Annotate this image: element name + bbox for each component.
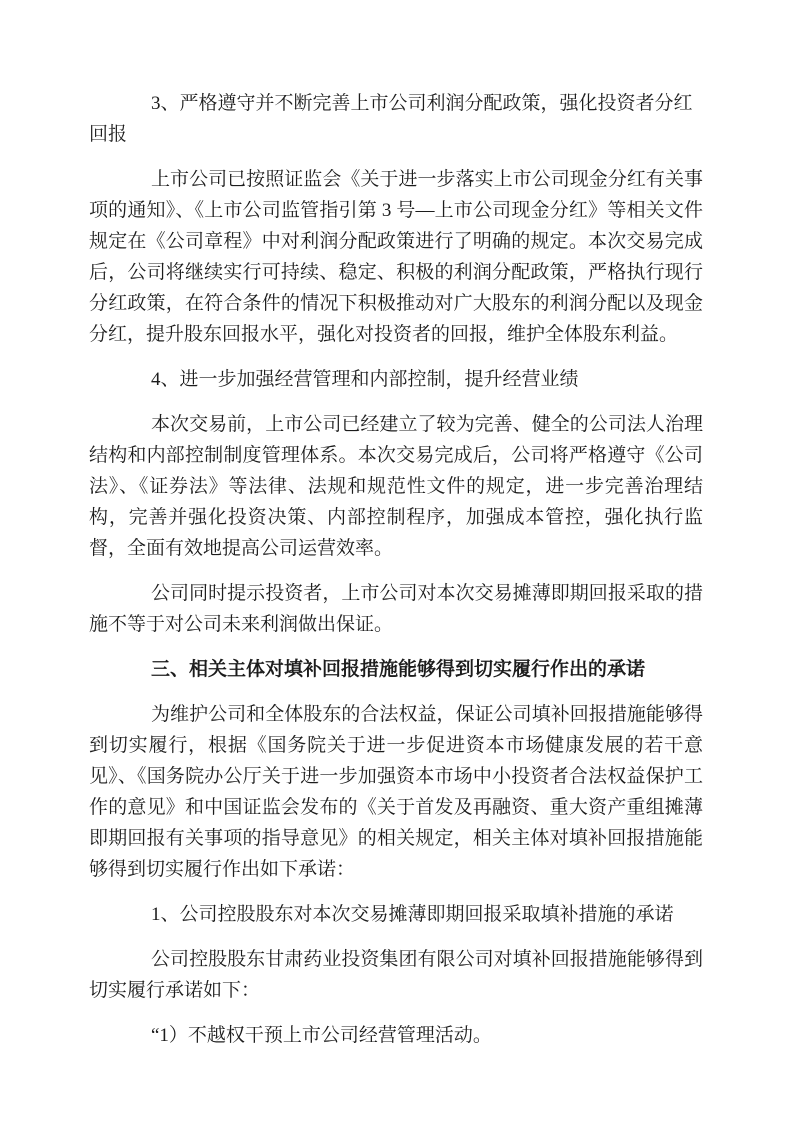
paragraph-dividend-policy: 上市公司已按照证监会《关于进一步落实上市公司现金分红有关事项的通知》、《上市公司监管指引第 3 号—上市公司现金分红》等相关文件规定在《公司章程》中对利润分配政策进行了明确的规定。本次交易完成后，公司将继续实行可持续、稳定、积极的利润分配政策，严格执行现行分红政策，在符合条件的情况下积极推动对广大股东的利润分配以及现金分红，提升股东回报水平，强化对投资者的回报，维护全体股东利益。 <box>89 169 703 345</box>
section-heading-commitments: 三、相关主体对填补回报措施能够得到切实履行作出的承诺 <box>151 659 646 680</box>
paragraph-governance: 本次交易前，上市公司已经建立了较为完善、健全的公司法人治理结构和内部控制制度管理体系。本次交易完成后，公司将严格遵守《公司法》、《证券法》等法律、法规和规范性文件的规定，进一步完善治理结构，完善并强化投资决策、内部控制程序，加强成本管控，强化执行监督，全面有效地提高公司运营效率。 <box>89 414 703 559</box>
paragraph-investor-notice: 公司同时提示投资者，上市公司对本次交易摊薄即期回报采取的措施不等于对公司未来利润做出保证。 <box>89 583 703 635</box>
subsection-heading-dividend-policy: 3、严格遵守并不断完善上市公司利润分配政策，强化投资者分红回报 <box>89 93 693 145</box>
paragraph-commitment-basis: 为维护公司和全体股东的合法权益，保证公司填补回报措施能够得到切实履行，根据《国务院关于进一步促进资本市场健康发展的若干意见》、《国务院办公厅关于进一步加强资本市场中小投资者合法权益保护工作的意见》和中国证监会发布的《关于首发及再融资、重大资产重组摊薄即期回报有关事项的指导意见》的相关规定，相关主体对填补回报措施能够得到切实履行作出如下承诺： <box>89 704 703 880</box>
subsection-heading-management-control: 4、进一步加强经营管理和内部控制，提升经营业绩 <box>151 369 579 390</box>
subsection-heading-controlling-shareholder: 1、公司控股股东对本次交易摊薄即期回报采取填补措施的承诺 <box>151 904 674 925</box>
paragraph-controlling-shareholder: 公司控股股东甘肃药业投资集团有限公司对填补回报措施能够得到切实履行承诺如下： <box>89 949 703 1001</box>
paragraph-commitment-item-1: “1）不越权干预上市公司经营管理活动。 <box>151 1025 492 1046</box>
